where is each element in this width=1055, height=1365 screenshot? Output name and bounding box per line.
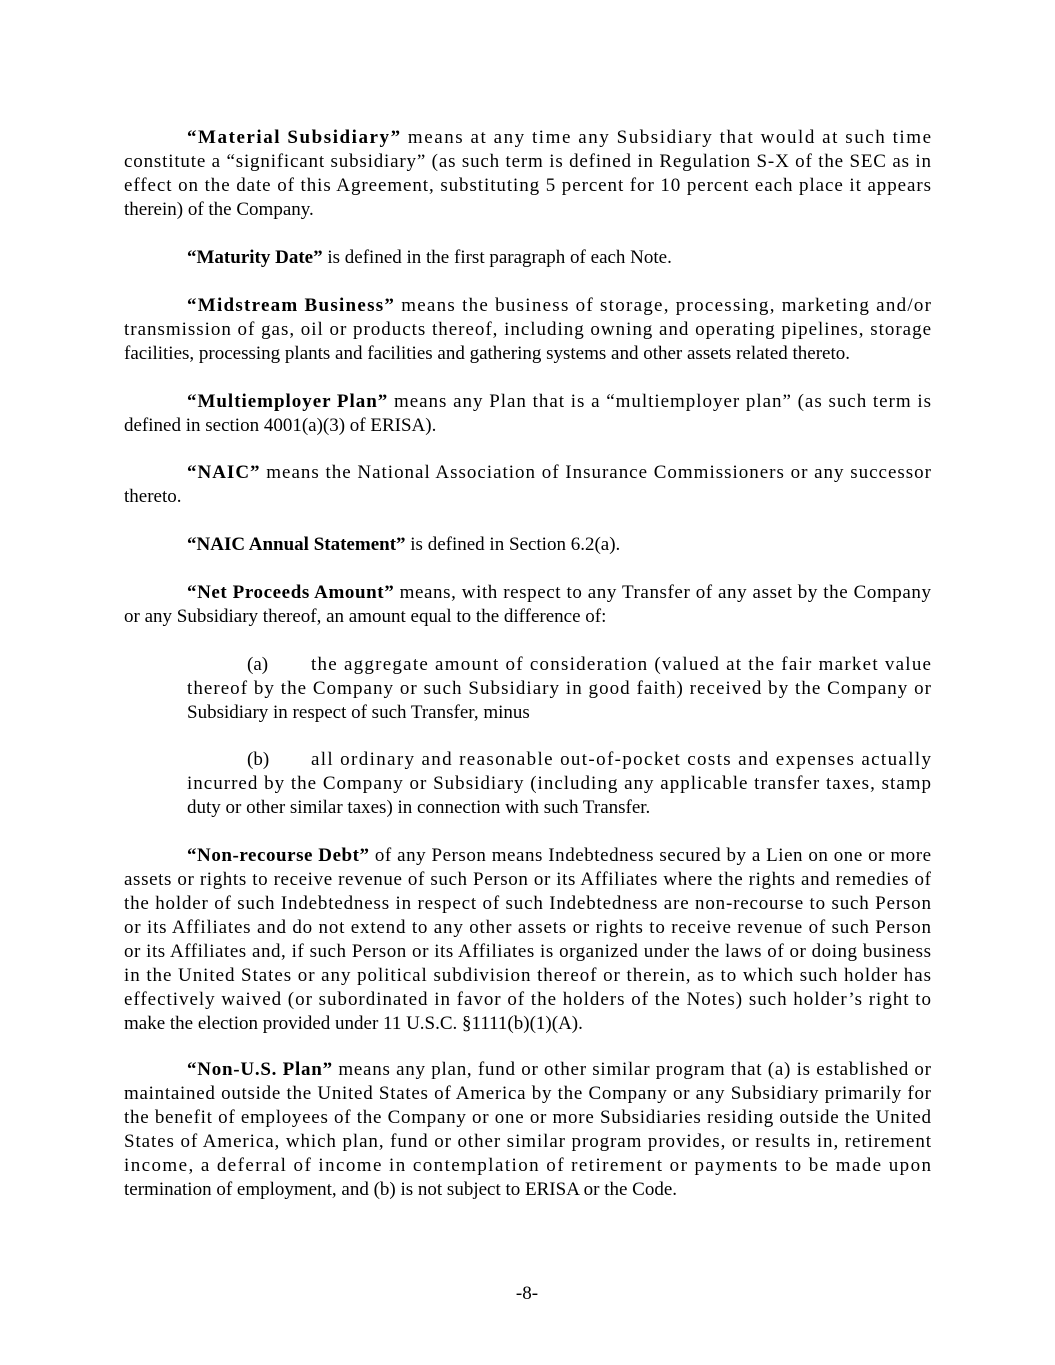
page-body [124, 127, 932, 1200]
definition-non-recourse-debt [124, 845, 932, 1034]
text-line: constitute a “significant subsidiary” (as such term is defined in Regulation S-X of the SEC as in [124, 151, 931, 172]
text-line: is defined in Section 6.2(a). [405, 534, 621, 555]
text-line: Subsidiary in respect of such Transfer, minus [187, 702, 530, 723]
text-line: of any Person means Indebtedness secured by a Lien on one or more [369, 845, 931, 866]
text-line: or its Affiliates and do not extend to any other assets or rights to receive revenue of such Person [124, 917, 931, 938]
text-line: means any plan, fund or other similar program that (a) is established or [332, 1059, 931, 1080]
svg-text:“NAIC” means the National Asso [187, 462, 932, 483]
text-line: thereof by the Company or such Subsidiary in good faith) received by the Company or [187, 678, 932, 699]
svg-text:“Maturity Date” is defined in [187, 247, 672, 268]
text-line: facilities, processing plants and facilities and gathering systems and other assets related thereto. [124, 343, 850, 364]
svg-text:“NAIC Annual Statement” is def [187, 534, 620, 555]
text-line: means, with respect to any Transfer of any asset by the Company [394, 582, 931, 603]
definition-naic-annual-statement [187, 534, 620, 555]
defined-term: “Multiemployer Plan” [187, 391, 388, 412]
svg-text:“Material Subsidiary” means at [187, 127, 931, 148]
svg-text:“Multiemployer Plan” means any [187, 391, 931, 412]
defined-term: “Maturity Date” [187, 247, 323, 268]
definition-midstream-business [124, 295, 932, 364]
text-line: means the business of storage, processing, marketing and/or [395, 295, 931, 316]
definition-multiemployer-plan [124, 391, 931, 436]
text-line: duty or other similar taxes) in connection with such Transfer. [187, 797, 651, 818]
text-line: maintained outside the United States of America by the Company or any Subsidiary primarily for [124, 1083, 931, 1104]
text-line: make the election provided under 11 U.S.C. §1111(b)(1)(A). [124, 1013, 583, 1034]
defined-term: “NAIC Annual Statement” [187, 534, 406, 555]
text-line: the aggregate amount of consideration (valued at the fair market value [311, 654, 931, 675]
text-line: the holder of such Indebtedness in respect of such Indebtedness are non-recourse to such Person [124, 893, 932, 914]
text-line: in the United States or any political subdivision thereof or therein, as to which such holder has [124, 965, 931, 986]
text-line: States of America, which plan, fund or other similar program provides, or results in, retirement [124, 1131, 931, 1152]
definition-maturity-date [187, 247, 672, 268]
definition-material-subsidiary [124, 127, 932, 220]
text-line: assets or rights to receive revenue of such Person or its Affiliates where the rights and remedies of [124, 869, 932, 890]
subclause-a [187, 654, 932, 723]
svg-text:“Net Proceeds Amount” means, w [187, 582, 932, 603]
text-line: means the National Association of Insurance Commissioners or any successor [260, 462, 931, 483]
defined-term: “Net Proceeds Amount” [187, 582, 394, 603]
text-line: or its Affiliates and, if such Person or its Affiliates is organized under the laws of or doing business [124, 941, 931, 962]
text-line: incurred by the Company or Subsidiary (including any applicable transfer taxes, stamp [187, 773, 931, 794]
text-line: the benefit of employees of the Company or one or more Subsidiaries residing outside the United [124, 1107, 931, 1128]
subclause-b [187, 749, 932, 818]
definition-net-proceeds-amount [124, 582, 932, 627]
definition-naic [124, 462, 932, 507]
subclause-marker: (a) [247, 654, 269, 675]
text-line: defined in section 4001(a)(3) of ERISA). [124, 415, 437, 436]
defined-term: “Midstream Business” [187, 295, 394, 316]
defined-term: “Material Subsidiary” [187, 127, 401, 148]
svg-text:“Midstream Business” means the [187, 295, 932, 316]
page-number: -8- [515, 1283, 539, 1304]
svg-text:“Non-recourse Debt” of any Per [187, 845, 931, 866]
text-line: means at any time any Subsidiary that would at such time [401, 127, 932, 148]
text-line: all ordinary and reasonable out-of-pocket costs and expenses actually [311, 749, 932, 770]
svg-text:“Non-U.S. Plan” means any plan [187, 1059, 932, 1080]
text-line: therein) of the Company. [124, 199, 314, 220]
subclause-marker: (b) [247, 749, 270, 770]
text-line: thereto. [124, 486, 182, 507]
definition-non-us-plan [124, 1059, 932, 1200]
text-line: means any Plan that is a “multiemployer plan” (as such term is [388, 391, 931, 412]
text-line: or any Subsidiary thereof, an amount equal to the difference of: [124, 606, 607, 627]
defined-term: “NAIC” [187, 462, 260, 483]
defined-term: “Non-U.S. Plan” [187, 1059, 333, 1080]
text-line: transmission of gas, oil or products thereof, including owning and operating pipelines, storage [124, 319, 931, 340]
text-line: termination of employment, and (b) is not subject to ERISA or the Code. [124, 1179, 678, 1200]
text-line: income, a deferral of income in contemplation of retirement or payments to be made upon [124, 1155, 932, 1176]
text-line: effect on the date of this Agreement, substituting 5 percent for 10 percent each place it appears [124, 175, 931, 196]
text-line: effectively waived (or subordinated in favor of the holders of the Notes) such holder’s right to [124, 989, 931, 1010]
defined-term: “Non-recourse Debt” [187, 845, 370, 866]
text-line: is defined in the first paragraph of each Note. [322, 247, 672, 268]
